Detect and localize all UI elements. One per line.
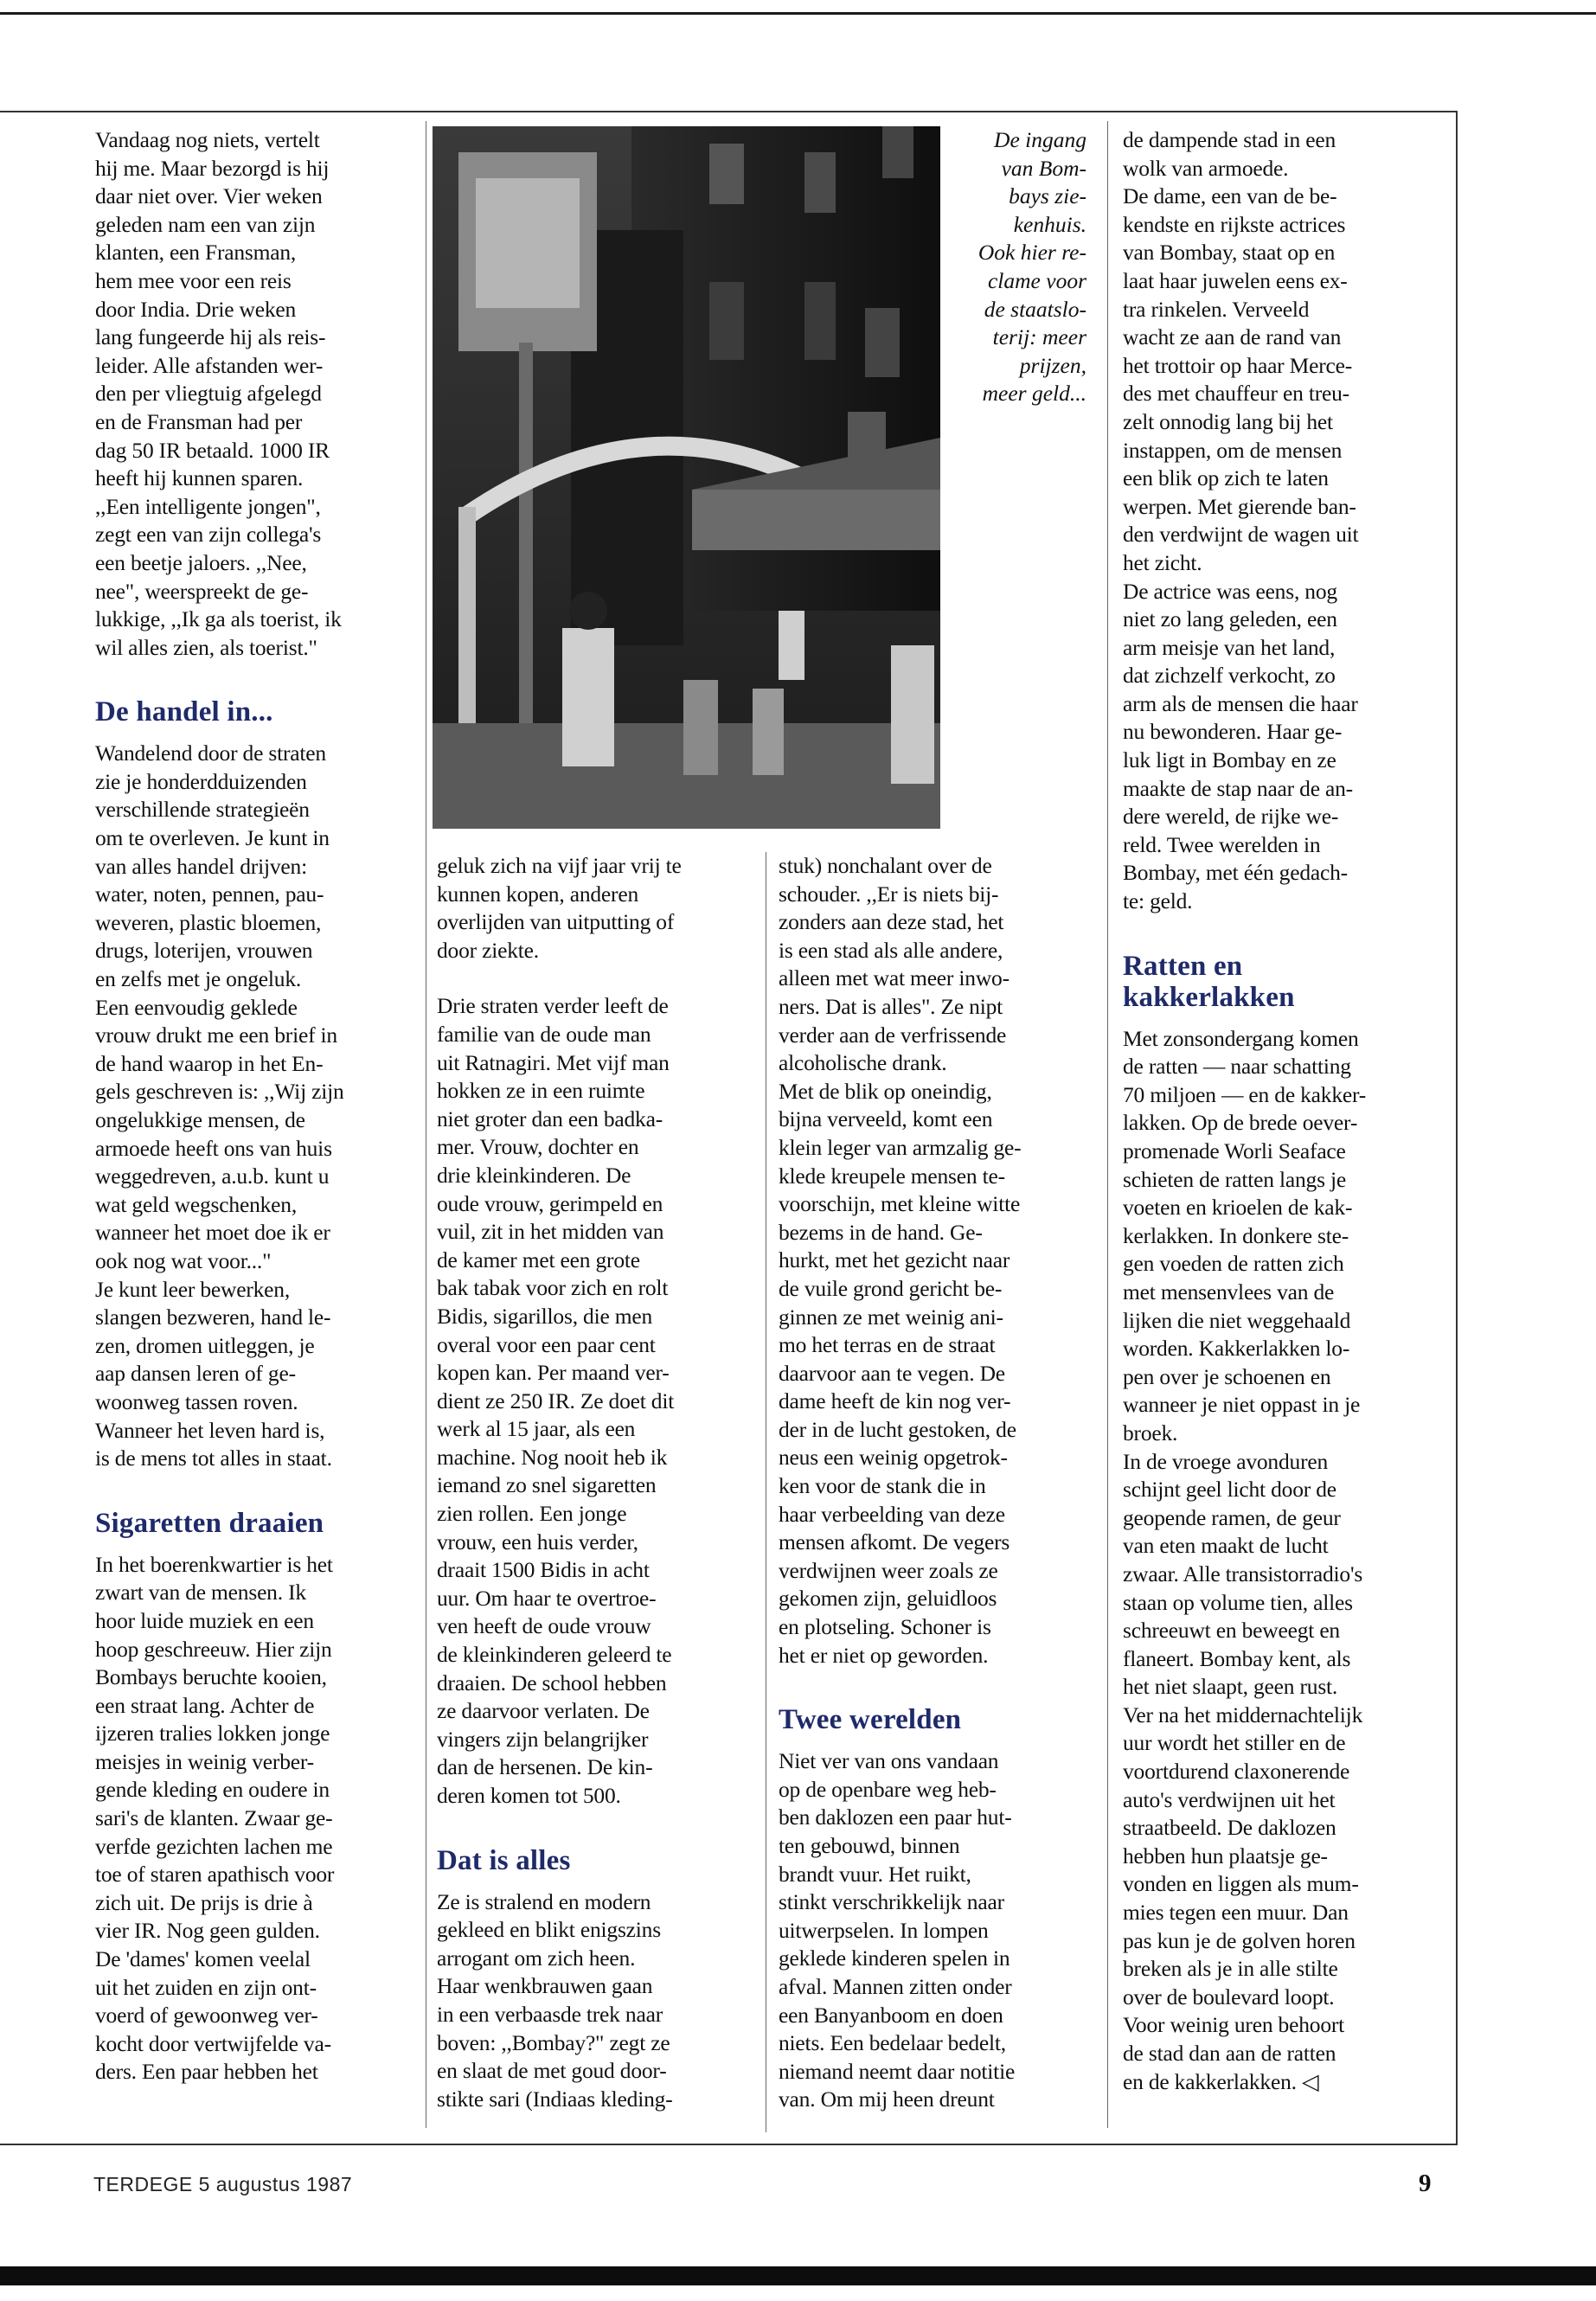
top-rule [0,12,1596,15]
article-column-4 [1123,126,1447,2096]
article-column-2 [437,852,757,2113]
column-rule [1107,121,1108,2128]
heading-ratten-en-kakkerlakken: Ratten en kakkerlakken [1123,950,1295,1013]
bottom-rule [0,2266,1596,2285]
column2-paragraph-2: Drie straten verder leeft de familie van de oude man uit Ratnagiri. Met vijf man hokken ze in een ruimte niet groter dan een badka- mer. Vrouw, dochter en drie kleinkinderen. De oude vrouw, gerimpeld en vuil, zit in het midden van de kamer met een grote bak tabak voor zich en rolt Bidis, sigarillos, die men overal voor een paar cent kopen kan. Per maand ver- dient ze 250 IR. Ze doet dit werk al 15 jaar, als een machine. Nog nooit heb ik iemand zo snel sigaretten zien rollen. Een jonge vrouw, een huis verder, draait 1500 Bidis in acht uur. Om haar te overtroe- ven heeft de oude vrouw de kleinkinderen geleerd te draaien. De school hebben ze daarvoor verlaten. De vingers zijn belangrijker dan de hersenen. De kin- deren komen tot 500. [437,993,675,1808]
article-column-1 [95,126,415,2086]
hospital-entrance-photo [433,126,940,829]
heading-de-handel-in: De handel in... [95,696,273,728]
frame-right-line [1456,111,1458,2145]
heading-twee-werelden: Twee werelden [779,1704,962,1736]
frame-top-line [0,111,1458,112]
dat-is-alles-paragraph: Ze is stralend en modern gekleed en blikt enigszins arrogant om zich heen. Haar wenkbrauwen gaan in een verbaasde trek naar boven: ,,Bombay?" zegt ze en slaat de met goud door- stikte sari (Indiaas kleding- [437,1888,673,2112]
heading-dat-is-alles: Dat is alles [437,1844,571,1876]
column3-paragraph-1: stuk) nonchalant over de schouder. ,,Er is niets bij- zonders aan deze stad, het is een stad als alle andere, alleen met wat meer inwo- ners. Dat is alles". Ze nipt verder aan de verfrissende alcoholische drank. Met de blik op oneindig, bijna verveeld, komt een klein leger van armzalig ge- klede kreupele mensen te- voorschijn, met kleine witte bezems in de hand. Ge- hurkt, met het gezicht naar de vuile grond gericht be- ginnen ze met weinig ani- mo het terras en de straat daarvoor aan te vegen. De dame heeft de kin nog ver- der in de lucht gestoken, de neus een weinig opgetrok- ken voor de stank die in haar verbeelding van deze mensen afkomt. De vegers verdwijnen weer zoals ze gekomen zijn, geluidloos en plotseling. Schoner is het er niet op geworden. [779,853,1022,1668]
footer-publication: TERDEGE 5 augustus 1987 [93,2173,353,2195]
column2-paragraph-1: geluk zich na vijf jaar vrij te kunnen kopen, anderen overlijden van uitputting of door ziekte. [437,853,682,963]
photo-illustration [433,126,940,829]
frame-bottom-line [0,2144,1458,2145]
article-column-3 [779,852,1099,2114]
ratten-paragraph: Met zonsondergang komen de ratten — naar schatting 70 miljoen — en de kakker- lakken. Op de brede oever- promenade Worli Seaface schieten de ratten langs je voeten en krioelen de kak- kerlakken. In donkere ste- gen voeden de ratten zich met mensenvlees van de lijken die niet weggehaald worden. Kakkerlakken lo- pen over je schoenen en wanneer je niet oppast in je broek. In de vroege avonduren schijnt geel licht door de geopende ramen, de geur van eten maakt de lucht zwaar. Alle transistorradio's staan op volume tien, alles schreeuwt en beweegt en flaneert. Bombay kent, als het niet slaapt, geen rust. Ver na het middernachtelijk uur wordt het stiller en de voortdurend claxonerende auto's verdwijnen uit het straatbeeld. De daklozen hebben hun plaatsje ge- vonden en liggen als mum- mies tegen een muur. Dan pas kun je de golven horen breken als je in alle stilte over de boulevard loopt. Voor weinig uren behoort de stad dan aan de ratten en de kakkerlakken. ◁ [1123,1025,1367,2094]
handel-paragraph: Wandelend door de straten zie je honderdduizenden verschillende strategieën om te overleven. Je kunt in van alles handel drijven: water, noten, pennen, pau- weveren, plastic bloemen, drugs, loterijen, vrouwen en zelfs met je ongeluk. Een eenvoudig geklede vrouw drukt me een brief in de hand waarop in het En- gels geschreven is: ,,Wij zijn ongelukkige mensen, de armoede heeft ons van huis weggedreven, a.u.b. kunt u wat geld wegschenken, wanneer het moet doe ik er ook nog wat voor..." Je kunt leer bewerken, slangen bezweren, hand le- zen, dromen uitleggen, je aap dansen leren of ge- woonweg tassen roven. Wanneer het leven hard is, is de mens tot alles in staat. [95,740,344,1471]
sigaretten-paragraph: In het boerenkwartier is het zwart van de mensen. Ik hoor luide muziek en een hoop geschreeuw. Hier zijn Bombays beruchte kooien, een straat lang. Achter de ijzeren tralies lokken jonge meisjes in weinig verber- gende kleding en oudere in sari's de klanten. Zwaar ge- verfde gezichten lachen me toe of staren apathisch voor zich uit. De prijs is drie à vier IR. Nog geen gulden. De 'dames' komen veelal uit het zuiden en zijn ont- voerd of gewoonweg ver- kocht door vertwijfelde va- ders. Een paar hebben het [95,1551,335,2085]
intro-paragraph: Vandaag nog niets, vertelt hij me. Maar bezorgd is hij daar niet over. Vier weken geleden nam een van zijn klanten, een Fransman, hem mee voor een reis door India. Drie weken lang fungeerde hij als reis- leider. Alle afstanden wer- den per vliegtuig afgelegd en de Fransman had per dag 50 IR betaald. 1000 IR heeft hij kunnen sparen. ,,Een intelligente jongen", zegt een van zijn collega's een beetje jaloers. ,,Nee, nee", weerspreekt de ge- lukkige, ,,Ik ga als toerist, ik wil alles zien, als toerist." [95,127,342,660]
photo-caption: De ingang van Bom- bays zie- kenhuis. Ook hier re- clame voor de staatslo- terij: meer prijzen, meer geld... [977,127,1086,407]
heading-sigaretten-draaien: Sigaretten draaien [95,1507,324,1539]
column4-paragraph-1: de dampende stad in een wolk van armoede. De dame, een van de be- kendste en rijkste actrices van Bombay, staat op en laat haar juwelen eens ex- tra rinkelen. Verveeld wacht ze aan de rand van het trottoir op haar Merce- des met chauffeur en treu- zelt onnodig lang bij het instappen, om de mensen een blik op zich te laten werpen. Met gierende ban- den verdwijnt de wagen uit het zicht. De actrice was eens, nog niet zo lang geleden, een arm meisje van het land, dat zichzelf verkocht, zo arm als de mensen die haar nu bewonderen. Haar ge- luk ligt in Bombay en ze maakte de stap naar de an- dere wereld, de rijke we- reld. Twee werelden in Bombay, met één gedach- te: geld. [1123,127,1359,914]
twee-werelden-paragraph: Niet ver van ons vandaan op de openbare weg heb- ben daklozen een paar hut- ten gebouwd, binnen brandt vuur. Het ruikt, stinkt verschrikkelijk naar uitwerpselen. In lompen geklede kinderen spelen in afval. Mannen zitten onder een Banyanboom en doen niets. Een bedelaar bedelt, niemand neemt daar notitie van. Om mij heen dreunt [779,1748,1016,2112]
page-number: 9 [1419,2170,1432,2197]
